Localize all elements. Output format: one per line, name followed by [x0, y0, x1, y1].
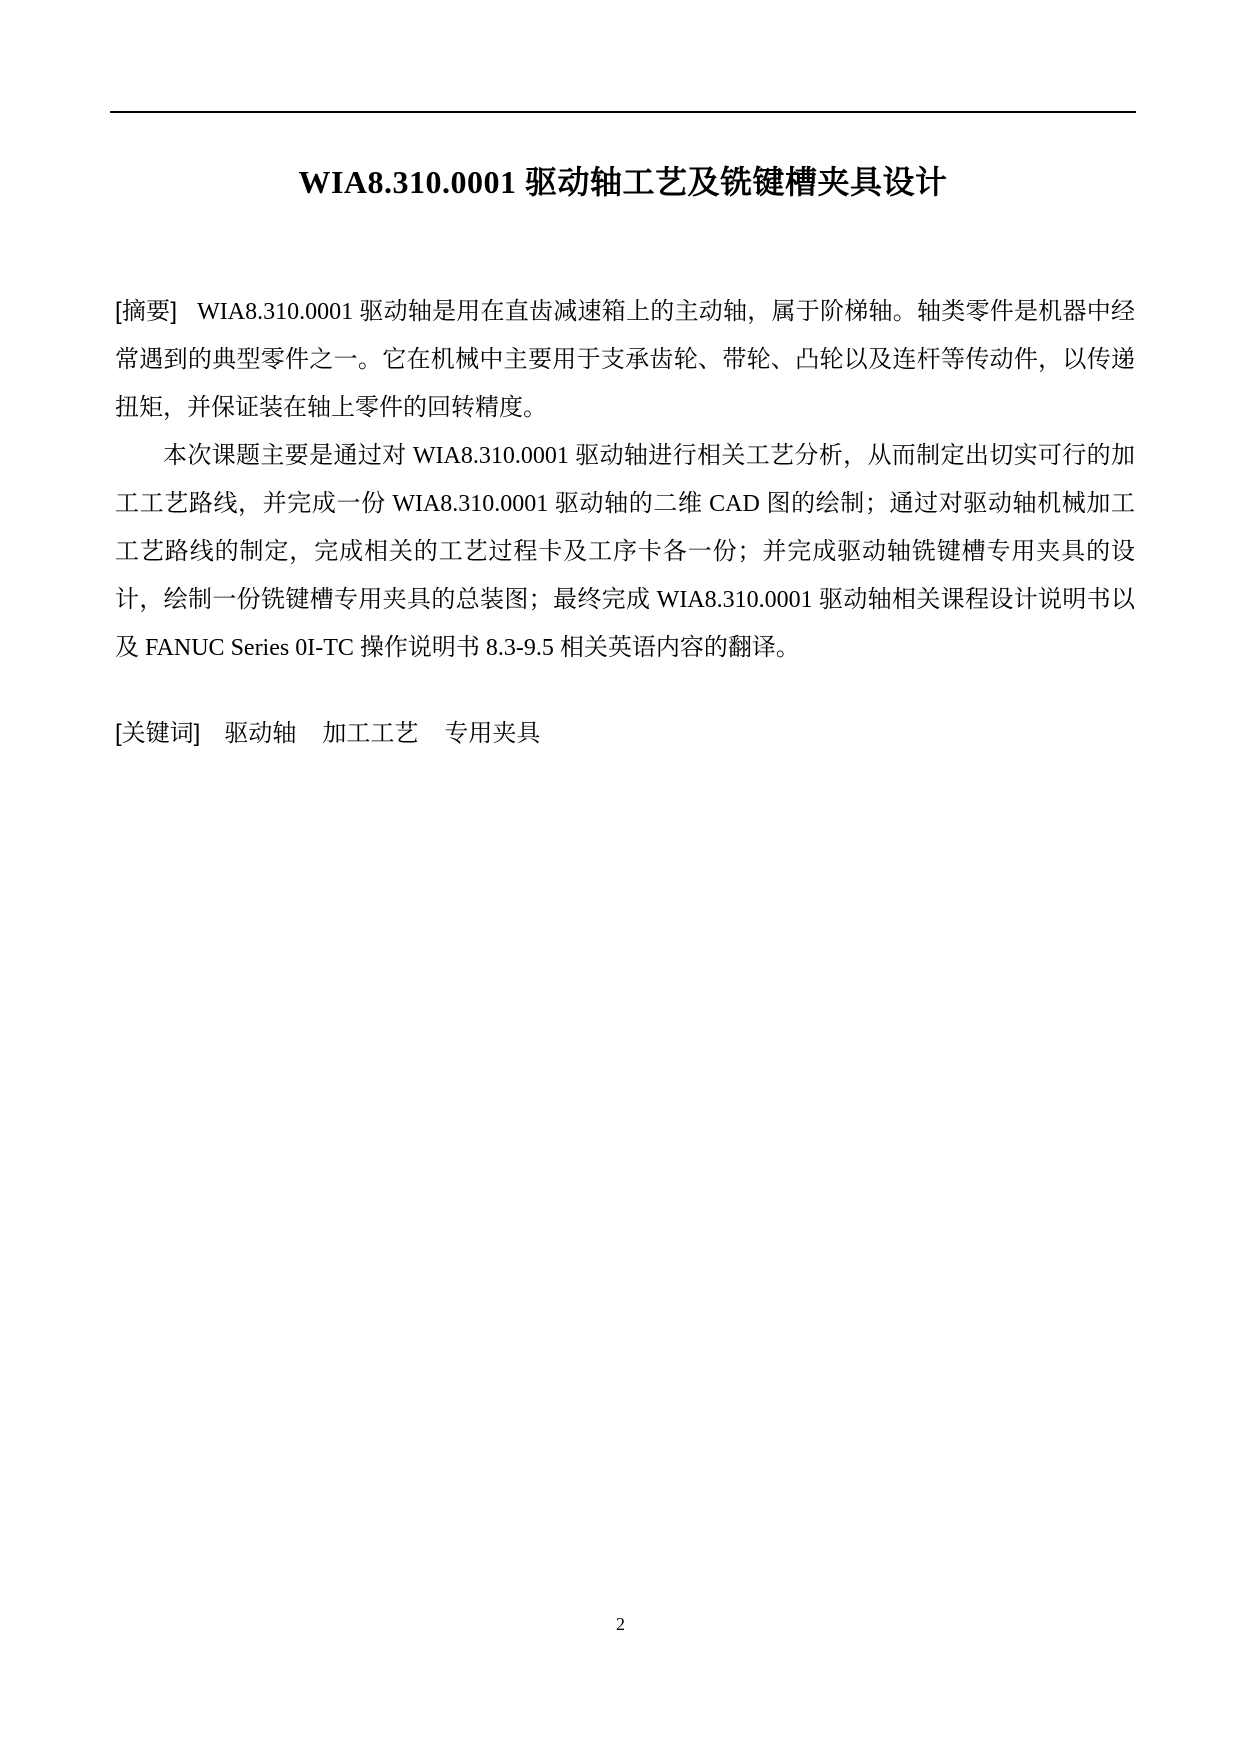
- keyword-item: 驱动轴: [224, 721, 297, 747]
- page-number: 2: [616, 1614, 625, 1634]
- abstract-paragraph-1: [115, 288, 1135, 432]
- abstract-section: [115, 288, 1135, 672]
- keywords-section: [115, 710, 1135, 758]
- abstract-text-2: 本次课题主要是通过对 WIA8.310.0001 驱动轴进行相关工艺分析，从而制定出切实可行的加工工艺路线，并完成一份 WIA8.310.0001 驱动轴的二维 CAD 图的绘制；通过对驱动轴机械加工工艺路线的制定，完成相关的工艺过程卡及工序卡各一份；并完成驱动轴铣键槽专用夹具的设计，绘制一份铣键槽专用夹具的总装图；最终完成 WIA8.310.0001 驱动轴相关课程设计说明书以及 FANUC Series 0I-TC 操作说明书 8.3-9.5 相关英语内容的翻译。: [115, 443, 1135, 661]
- abstract-paragraph-2: [115, 432, 1135, 672]
- keyword-item: 加工工艺: [322, 721, 419, 747]
- keyword-item: 专用夹具: [444, 721, 541, 747]
- abstract-text-1: WIA8.310.0001 驱动轴是用在直齿减速箱上的主动轴，属于阶梯轴。轴类零件是机器中经常遇到的典型零件之一。它在机械中主要用于支承齿轮、带轮、凸轮以及连杆等传动件，以传递扭矩，并保证装在轴上零件的回转精度。: [115, 299, 1135, 421]
- keywords-label: [关键词]: [115, 720, 201, 747]
- abstract-label: [摘要]: [115, 298, 178, 325]
- header-rule: [110, 111, 1136, 113]
- document-title: WIA8.310.0001 驱动轴工艺及铣键槽夹具设计: [298, 164, 948, 200]
